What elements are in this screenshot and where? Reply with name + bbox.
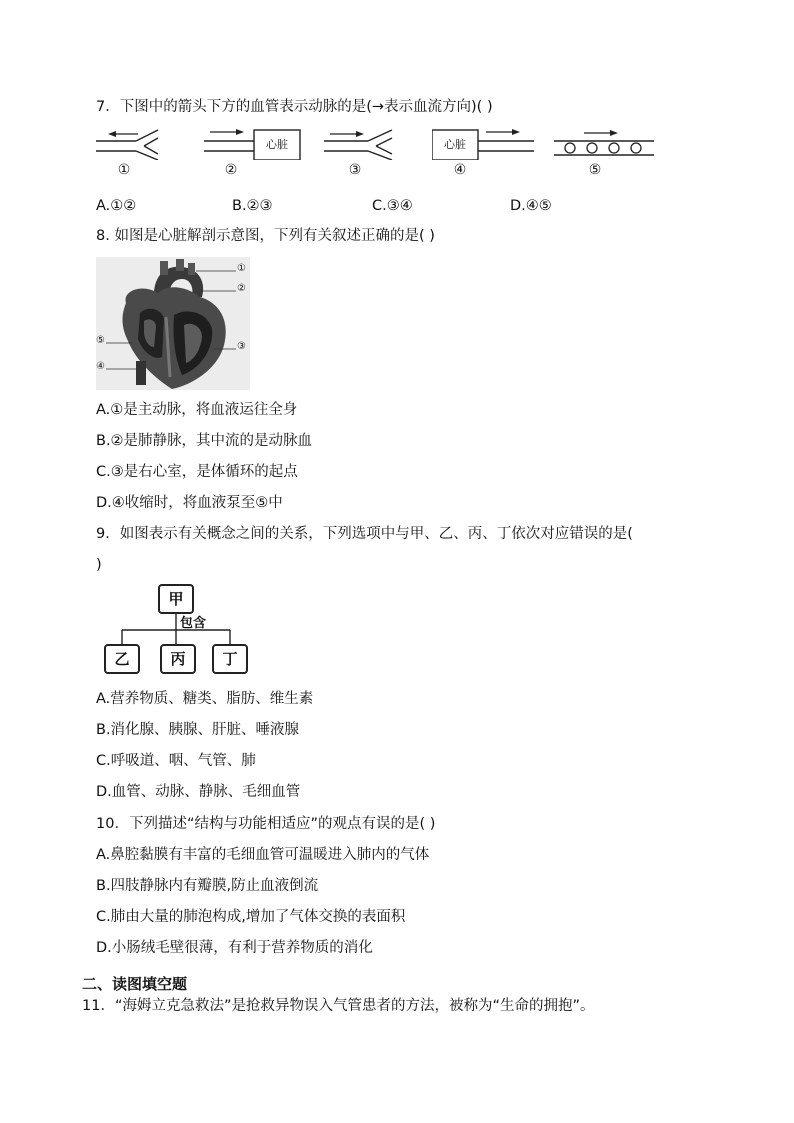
tree-relation-label: 包含 — [180, 616, 207, 631]
vessel-number-4: ④ — [453, 162, 467, 178]
q8-option-d: D.④收缩时，将血液泵至⑤中 — [96, 495, 283, 511]
heart-label-5: ⑤ — [96, 335, 105, 346]
q7-option-d: D.④⑤ — [510, 198, 552, 214]
tree-child-node-3: 丁 — [212, 644, 248, 674]
question-10-stem: 10．下列描述“结构与功能相适应”的观点有误的是( ) — [96, 816, 436, 832]
branching-vessel-right-arrow-icon — [324, 124, 404, 160]
tree-root-node: 甲 — [158, 584, 194, 614]
q8-option-b: B.②是肺静脉，其中流的是动脉血 — [96, 433, 313, 449]
q9-option-b: B.消化腺、胰腺、肝脏、唾液腺 — [96, 722, 300, 738]
q7-option-b: B.②③ — [232, 198, 273, 214]
question-9-stem-line-2: ) — [96, 557, 102, 573]
question-9-stem-line-1: 9．如图表示有关概念之间的关系，下列选项中与甲、乙、丙、丁依次对应错误的是( — [96, 526, 633, 542]
vessel-diagram-4 — [432, 124, 538, 184]
vessel-diagram-3 — [324, 124, 404, 184]
heart-label-3: ③ — [237, 341, 246, 352]
section-2-title: 二、读图填空题 — [82, 975, 188, 993]
question-7-vessel-diagrams — [96, 124, 676, 184]
heart-label-2: 心脏 — [266, 138, 288, 151]
heart-diagram-icon — [96, 257, 250, 390]
vessel-diagram-1 — [96, 124, 166, 184]
tree-child-node-2: 丙 — [160, 644, 196, 674]
capillary-vessel-icon — [554, 124, 656, 160]
q8-option-a: A.①是主动脉，将血液运往全身 — [96, 402, 298, 418]
vessel-number-5: ⑤ — [588, 162, 602, 178]
branching-vessel-left-arrow-icon — [96, 124, 166, 160]
q9-option-a: A.营养物质、糖类、脂肪、维生素 — [96, 691, 314, 707]
q10-option-a: A.鼻腔黏膜有丰富的毛细血管可温暖进入肺内的气体 — [96, 847, 430, 863]
q7-option-a: A.①② — [96, 198, 137, 214]
tree-child-node-1: 乙 — [104, 644, 140, 674]
heart-label-1: ① — [237, 263, 246, 274]
concept-tree-figure — [100, 582, 250, 677]
question-7-stem: 7．下图中的箭头下方的血管表示动脉的是(→表示血流方向)( ) — [96, 99, 493, 115]
heart-anatomy-figure — [96, 257, 250, 390]
q10-option-d: D.小肠绒毛壁很薄，有利于营养物质的消化 — [96, 940, 373, 956]
heart-label-4: ④ — [96, 361, 105, 372]
vessel-diagram-2 — [204, 124, 324, 184]
q8-option-c: C.③是右心室，是体循环的起点 — [96, 464, 298, 480]
question-11-stem: 11．“海姆立克急救法”是抢救异物误入气管患者的方法，被称为“生命的拥抱”。 — [82, 998, 595, 1014]
vessel-number-2: ② — [224, 162, 238, 178]
q9-option-d: D.血管、动脉、静脉、毛细血管 — [96, 784, 301, 800]
q10-option-c: C.肺由大量的肺泡构成,增加了气体交换的表面积 — [96, 909, 406, 925]
q9-option-c: C.呼吸道、咽、气管、肺 — [96, 753, 256, 769]
vessel-number-3: ③ — [348, 162, 362, 178]
question-8-stem: 8. 如图是心脏解剖示意图，下列有关叙述正确的是( ) — [96, 228, 435, 244]
q10-option-b: B.四肢静脉内有瓣膜,防止血液倒流 — [96, 878, 319, 894]
heart-label-2: ② — [237, 283, 246, 294]
vessel-number-1: ① — [117, 162, 131, 178]
vessel-diagram-5 — [554, 124, 656, 184]
heart-label-4: 心脏 — [444, 138, 466, 151]
q7-option-c: C.③④ — [372, 198, 413, 214]
